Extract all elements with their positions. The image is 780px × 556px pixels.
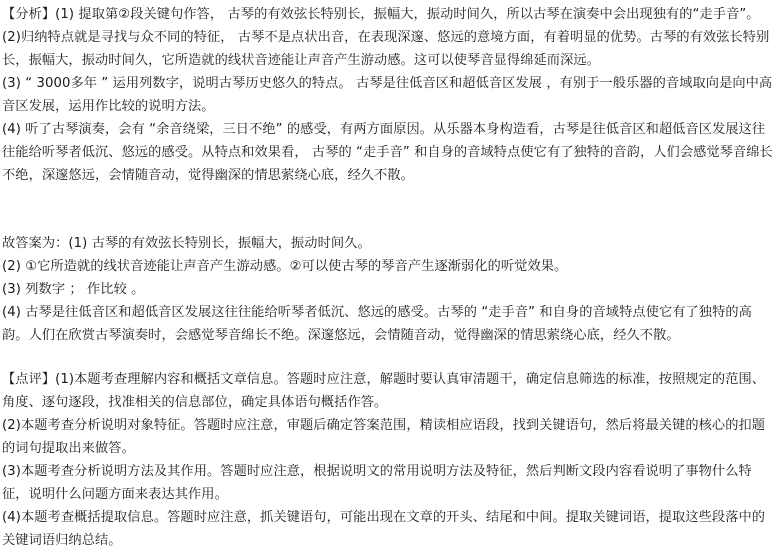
- comment-paragraph-2: (2)本题考查分析说明对象特征。答题时应注意，审题后确定答案范围，精读相应语段，找到关键语句，然后将最关键的核心的扣题的词句提取出来做答。: [2, 418, 766, 456]
- analysis-paragraph-4: (4) 听了古琴演奏，会有 “余音绕梁，三日不绝” 的感受，有两方面原因。从乐器本身构造看，古琴是往低音区和超低音区发展这往往能给听琴者低沉、悠远的感受。从特点和效果看， 古琴的 “走手音” 和自身的音域特点使它有了独特的音韵，人们会感觉琴音绵长不绝，深邃悠远，会情随音动，觉得幽深的情思萦绕心底，经久不散。: [2, 122, 773, 183]
- answer-paragraph-4: (4) 古琴是往低音区和超低音区发展这往往能给听琴者低沉、悠远的感受。古琴的 “走手音” 和自身的音域特点使它有了独特的高韵。人们在欣赏古琴演奏时，会感觉琴音绵长不绝。深邃悠远，会情随音动，觉得幽深的情思萦绕心底，经久不散。: [2, 305, 752, 343]
- answer-paragraph-3: (3) 列数字 ； 作比较 。: [2, 282, 145, 297]
- analysis-paragraph-3: (3) “ 3000多年 ” 运用列数字，说明古琴历史悠久的特点。 古琴是往低音区和超低音区发展 ，有别于一般乐器的音域取向是向中高音区发展，运用作比较的说明方法。: [2, 76, 773, 114]
- analysis-paragraph-2: (2)归纳特点就是寻找与众不同的特征， 古琴不是点状出音，在表现深邃、悠远的意境方面，有着明显的优势。古琴的有效弦长特别长，振幅大，振动时间久，它所造就的线状音迹能让声音产生游动感。这可以使琴音显得绵延而深远。: [2, 30, 770, 68]
- comment-paragraph-1: 【点评】(1)本题考查理解内容和概括文章信息。答题时应注意，解题时要认真审清题干，确定信息筛选的标准，按照规定的范围、角度、逐句逐段，找准相关的信息部位，确定具体语句概括作答。: [2, 372, 766, 410]
- answer-paragraph-1: 故答案为：(1) 古琴的有效弦长特别长，振幅大，振动时间久。: [2, 236, 371, 251]
- comment-paragraph-4: (4)本题考查概括提取信息。答题时应注意，抓关键语句，可能出现在文章的开头、结尾和中间。提取关键词语，提取这些段落中的关键词语归纳总结。: [2, 510, 766, 548]
- comment-section: [2, 368, 776, 552]
- answer-paragraph-2: (2) ①它所造就的线状音迹能让声音产生游动感。②可以使古琴的琴音产生逐渐弱化的听觉效果。: [2, 259, 568, 274]
- comment-paragraph-3: (3)本题考查分析说明方法及其作用。答题时应注意，根据说明文的常用说明方法及特征，然后判断文段内容看说明了事物什么特征，说明什么问题方面来表达其作用。: [2, 464, 752, 502]
- analysis-paragraph-1: 【分析】(1) 提取第②段关键句作答， 古琴的有效弦长特别长，振幅大，振动时间久，所以古琴在演奏中会出现独有的“走手音”。: [2, 7, 760, 22]
- answer-section: [2, 232, 776, 347]
- analysis-section: [2, 3, 776, 187]
